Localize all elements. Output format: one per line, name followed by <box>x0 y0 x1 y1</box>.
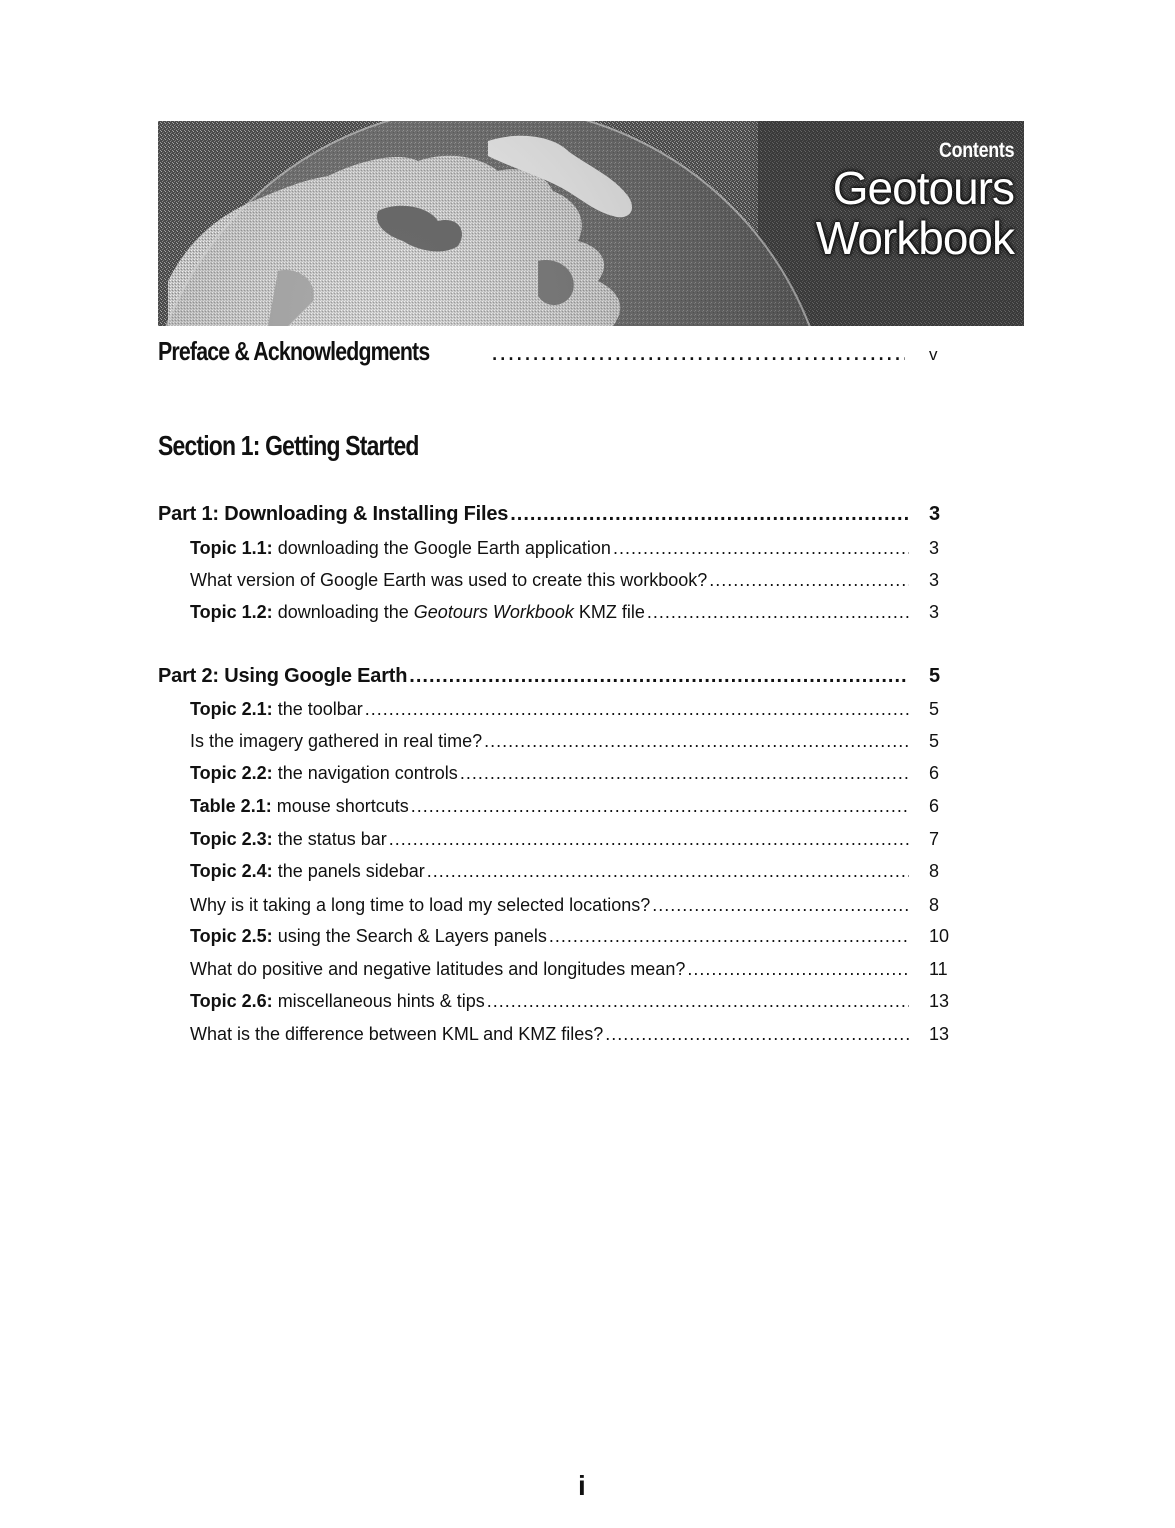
dot-leader <box>652 895 909 916</box>
page-folio: i <box>578 1470 586 1501</box>
entry-text: mouse shortcuts <box>271 796 409 816</box>
entry-text: What do positive and negative latitudes and longitudes mean? <box>190 959 686 979</box>
page-number: 5 <box>929 699 940 719</box>
entry-text: the status bar <box>272 829 387 849</box>
entry-label: Topic 2.1: <box>190 699 273 719</box>
page-number: 5 <box>929 665 941 687</box>
page-number: 3 <box>929 602 940 622</box>
entry-label: Topic 2.3: <box>190 829 273 849</box>
page-number: 7 <box>929 829 940 849</box>
dot-leader <box>484 731 909 752</box>
entry-text: the panels sidebar <box>272 861 425 881</box>
page-number: 3 <box>929 538 940 558</box>
toc-entry-question[interactable] <box>190 731 973 752</box>
dot-leader <box>389 829 909 850</box>
entry-label: Table 2.1: <box>190 796 272 816</box>
entry-text-before: downloading the <box>272 602 414 622</box>
page-number: 6 <box>929 796 940 816</box>
dot-leader <box>510 503 909 526</box>
dot-leader <box>605 1024 909 1045</box>
entry-text: the navigation controls <box>272 763 458 783</box>
dot-leader <box>411 796 909 817</box>
toc-entry-topic-2-2[interactable] <box>190 763 973 784</box>
page-number: 3 <box>929 570 940 590</box>
dot-leader <box>487 991 909 1012</box>
entry-label: Topic 1.1: <box>190 538 273 558</box>
entry-label: Topic 2.2: <box>190 763 273 783</box>
toc-entry-topic-1-2[interactable] <box>190 602 973 623</box>
toc-entry-question[interactable] <box>190 1024 973 1045</box>
toc-entry-topic-2-6[interactable] <box>190 991 973 1012</box>
entry-text: What is the difference between KML and KMZ files? <box>190 1024 604 1044</box>
banner-text <box>816 139 1014 263</box>
dot-leader <box>709 570 909 591</box>
page-number: v <box>929 345 938 364</box>
dot-leader <box>549 926 909 947</box>
toc-entry-table-2-1[interactable] <box>190 796 973 817</box>
entry-text: What version of Google Earth was used to create this workbook? <box>190 570 708 590</box>
page-number: 13 <box>929 991 950 1011</box>
preface-title: Preface & Acknowledgments <box>158 336 430 366</box>
page-number: 6 <box>929 763 940 783</box>
entry-label: Topic 2.6: <box>190 991 273 1011</box>
part-title: Part 2: Using Google Earth <box>158 665 408 687</box>
page-number: 3 <box>929 503 941 525</box>
dot-leader <box>427 861 909 882</box>
entry-label: Topic 1.2: <box>190 602 273 622</box>
entry-text: Is the imagery gathered in real time? <box>190 731 483 751</box>
section-heading: Section 1: Getting Started <box>158 430 419 461</box>
toc-entry-part-2[interactable] <box>158 665 973 688</box>
entry-text: Why is it taking a long time to load my selected locations? <box>190 895 651 915</box>
toc-entry-topic-2-4[interactable] <box>190 861 973 882</box>
toc-entry-topic-2-1[interactable] <box>190 699 973 720</box>
toc-entry-preface[interactable] <box>158 336 973 367</box>
toc-entry-topic-1-1[interactable] <box>190 538 973 559</box>
page-number: 8 <box>929 861 940 881</box>
toc-entry-question[interactable] <box>190 570 973 591</box>
entry-text: downloading the Google Earth application <box>272 538 611 558</box>
dot-leader <box>613 538 909 559</box>
entry-label: Topic 2.4: <box>190 861 273 881</box>
page-number: 11 <box>929 959 948 979</box>
part-title: Part 1: Downloading & Installing Files <box>158 503 509 525</box>
page-number: 10 <box>929 926 950 946</box>
entry-text: using the Search & Layers panels <box>272 926 547 946</box>
toc-entry-part-1[interactable] <box>158 503 973 526</box>
entry-text-after: KMZ file <box>573 602 645 622</box>
dot-leader <box>460 763 909 784</box>
entry-text: miscellaneous hints & tips <box>272 991 485 1011</box>
banner-title-line2: Workbook <box>815 212 1014 264</box>
dot-leader <box>647 602 909 623</box>
dot-leader <box>409 665 909 688</box>
toc-entry-question[interactable] <box>190 959 973 980</box>
dot-leader <box>687 959 909 980</box>
toc-entry-topic-2-3[interactable] <box>190 829 973 850</box>
banner-label: Contents <box>938 139 1014 162</box>
entry-label: Topic 2.5: <box>190 926 273 946</box>
entry-text: the toolbar <box>272 699 363 719</box>
page-number: 5 <box>929 731 940 751</box>
banner-title-line1: Geotours <box>832 162 1014 214</box>
page-number: 8 <box>929 895 940 915</box>
toc-entry-topic-2-5[interactable] <box>190 926 973 947</box>
dot-leader <box>491 336 905 367</box>
toc-entry-question[interactable] <box>190 895 973 916</box>
dot-leader <box>365 699 909 720</box>
page-number: 13 <box>929 1024 950 1044</box>
entry-text-italic: Geotours Workbook <box>413 602 574 622</box>
contents-banner <box>158 121 1024 326</box>
